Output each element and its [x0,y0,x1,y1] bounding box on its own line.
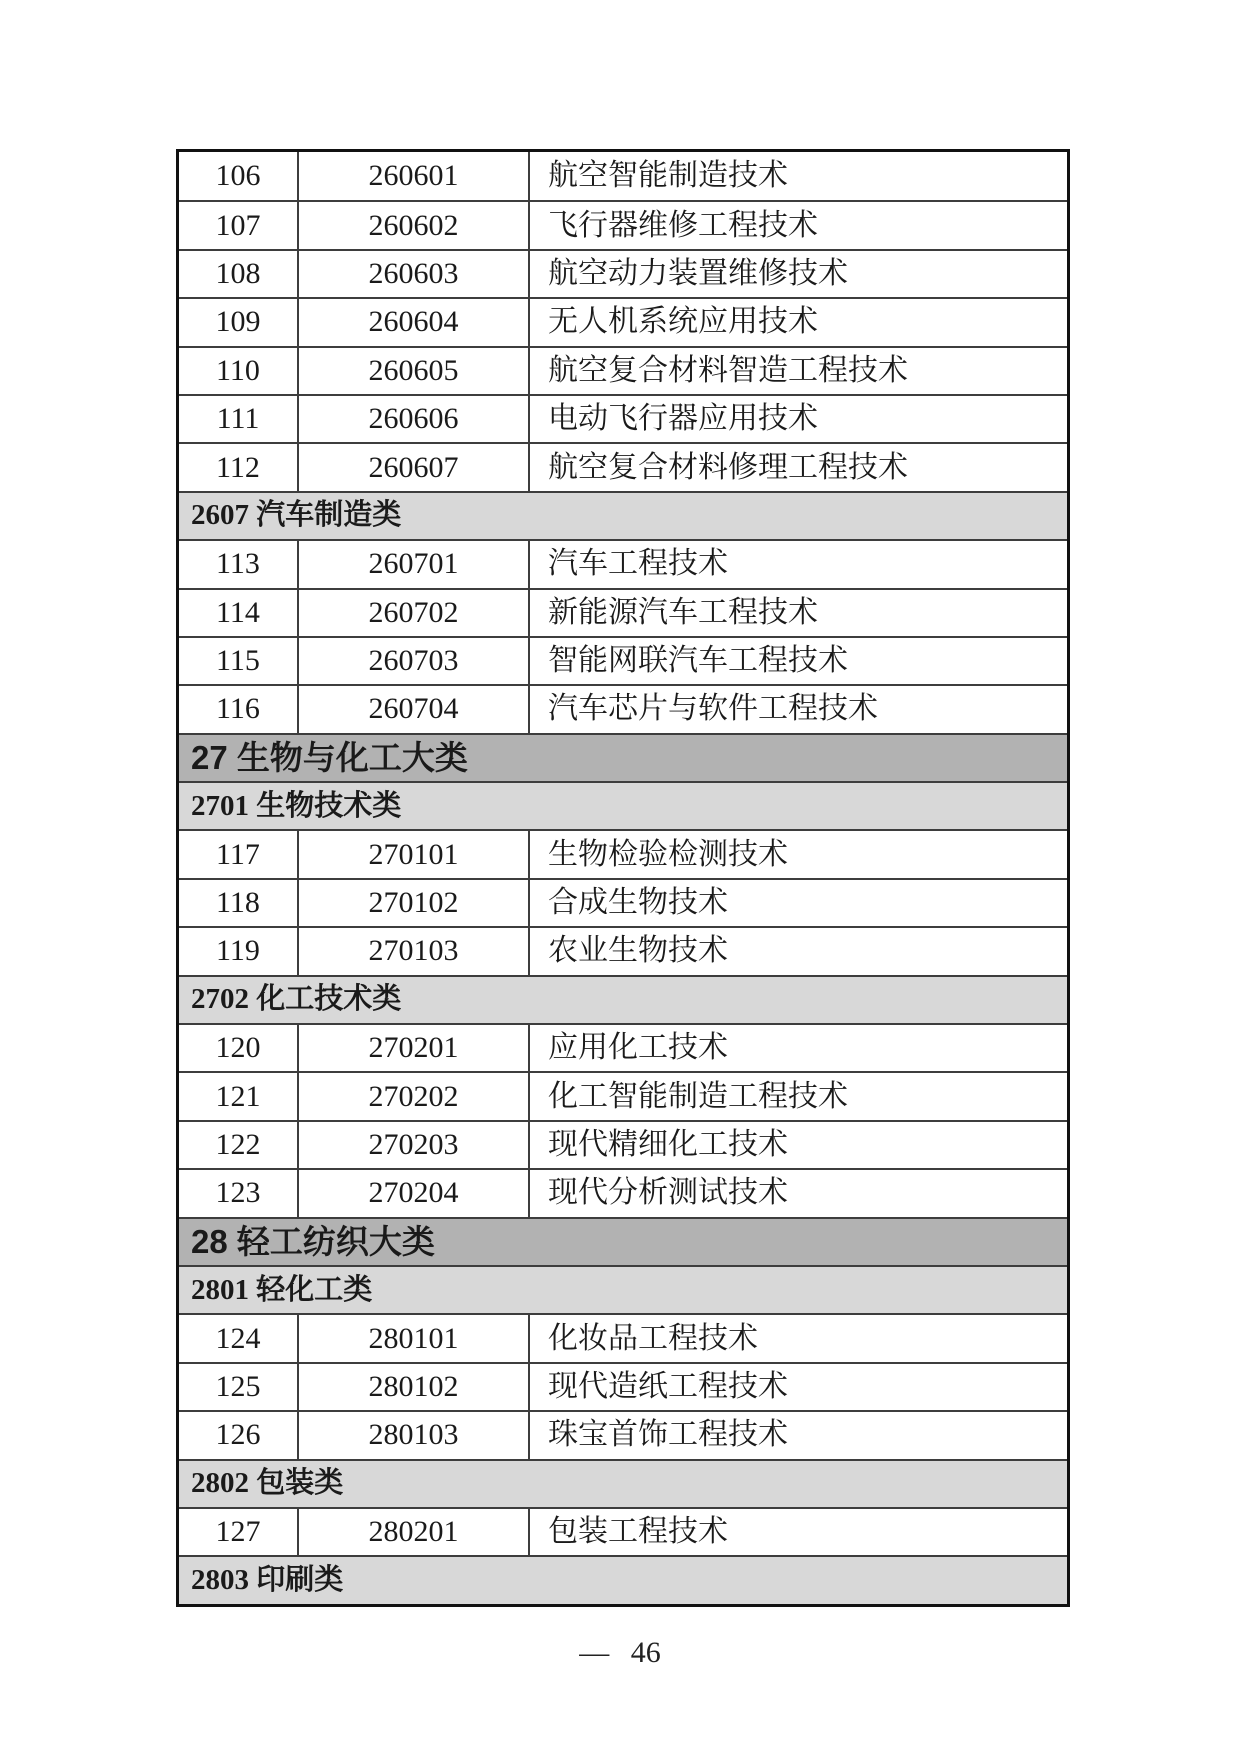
row-number: 106 [179,152,299,200]
major-code: 260607 [299,444,530,490]
table-row [179,1410,1067,1458]
row-number: 118 [179,880,299,926]
category-header-row [179,781,1067,829]
category-header-label: 2702 化工技术类 [191,983,402,1016]
major-name: 航空智能制造技术 [548,159,788,193]
major-name: 汽车芯片与软件工程技术 [548,692,878,726]
major-code: 260605 [299,348,530,394]
major-code: 260601 [299,152,530,200]
row-number: 113 [179,541,299,587]
major-name: 航空复合材料智造工程技术 [548,353,908,387]
major-name: 智能网联汽车工程技术 [548,644,848,678]
major-name: 汽车工程技术 [548,547,728,581]
row-number: 107 [179,202,299,248]
table-row [179,152,1067,200]
major-name: 航空动力装置维修技术 [548,256,848,290]
row-number: 124 [179,1315,299,1361]
major-name: 珠宝首饰工程技术 [548,1418,788,1452]
table-row [179,442,1067,490]
major-name: 现代造纸工程技术 [548,1369,788,1403]
row-number: 112 [179,444,299,490]
row-number: 122 [179,1122,299,1168]
major-code: 260606 [299,396,530,442]
category-header-row [179,1459,1067,1507]
table-row [179,1120,1067,1168]
major-code: 270203 [299,1122,530,1168]
table-row [179,1071,1067,1119]
table-row [179,297,1067,345]
major-code: 270202 [299,1073,530,1119]
row-number: 117 [179,831,299,877]
major-code: 260703 [299,638,530,684]
major-code: 280201 [299,1509,530,1555]
category-header-label: 2801 轻化工类 [191,1273,373,1306]
row-number: 119 [179,928,299,974]
table-row [179,1362,1067,1410]
category-header-label: 2802 包装类 [191,1467,344,1500]
major-category-header-row [179,1217,1067,1265]
major-name: 应用化工技术 [548,1031,728,1065]
category-header-row [179,1265,1067,1313]
row-number: 126 [179,1412,299,1458]
row-number: 109 [179,299,299,345]
row-number: 121 [179,1073,299,1119]
category-header-label: 2701 生物技术类 [191,789,402,822]
row-number: 116 [179,686,299,732]
major-name: 无人机系统应用技术 [548,305,818,339]
category-header-row [179,975,1067,1023]
major-code: 260701 [299,541,530,587]
row-number: 114 [179,590,299,636]
page-number: — 46 [579,1636,661,1669]
major-code: 260602 [299,202,530,248]
table-row [179,1313,1067,1361]
major-name: 新能源汽车工程技术 [548,595,818,629]
table-row [179,539,1067,587]
category-header-label: 2803 印刷类 [191,1564,344,1597]
table-row [179,926,1067,974]
table-row [179,878,1067,926]
category-header-row [179,1555,1067,1603]
table-row [179,1168,1067,1216]
major-name: 现代分析测试技术 [548,1176,788,1210]
row-number: 120 [179,1025,299,1071]
table-row [179,588,1067,636]
row-number: 127 [179,1509,299,1555]
major-code: 260702 [299,590,530,636]
major-code: 270101 [299,831,530,877]
majors-code-table [176,149,1070,1607]
major-code: 280101 [299,1315,530,1361]
table-row [179,636,1067,684]
table-row [179,249,1067,297]
table-row [179,1023,1067,1071]
major-category-header-row [179,733,1067,781]
major-code: 260704 [299,686,530,732]
major-name: 农业生物技术 [548,934,728,968]
major-code: 280103 [299,1412,530,1458]
major-name: 航空复合材料修理工程技术 [548,450,908,484]
major-code: 270102 [299,880,530,926]
major-category-header-label: 28 轻工纺织大类 [191,1223,435,1261]
table-row [179,684,1067,732]
major-name: 化妆品工程技术 [548,1321,758,1355]
major-name: 包装工程技术 [548,1515,728,1549]
table-row [179,394,1067,442]
major-code: 260604 [299,299,530,345]
major-name: 现代精细化工技术 [548,1128,788,1161]
row-number: 115 [179,638,299,684]
major-code: 280102 [299,1364,530,1410]
row-number: 125 [179,1364,299,1410]
major-name: 化工智能制造工程技术 [548,1079,848,1113]
major-name: 电动飞行器应用技术 [548,402,818,436]
major-code: 270103 [299,928,530,974]
major-code: 270204 [299,1170,530,1216]
major-name: 飞行器维修工程技术 [548,208,818,242]
major-code: 260603 [299,251,530,297]
major-name: 合成生物技术 [548,886,728,920]
row-number: 123 [179,1170,299,1216]
table-row [179,346,1067,394]
table-row [179,200,1067,248]
major-category-header-label: 27 生物与化工大类 [191,739,468,777]
table-row [179,829,1067,877]
table-row [179,1507,1067,1555]
major-name: 生物检验检测技术 [548,837,788,871]
row-number: 111 [179,396,299,442]
category-header-label: 2607 汽车制造类 [191,499,402,532]
category-header-row [179,491,1067,539]
row-number: 108 [179,251,299,297]
row-number: 110 [179,348,299,394]
major-code: 270201 [299,1025,530,1071]
